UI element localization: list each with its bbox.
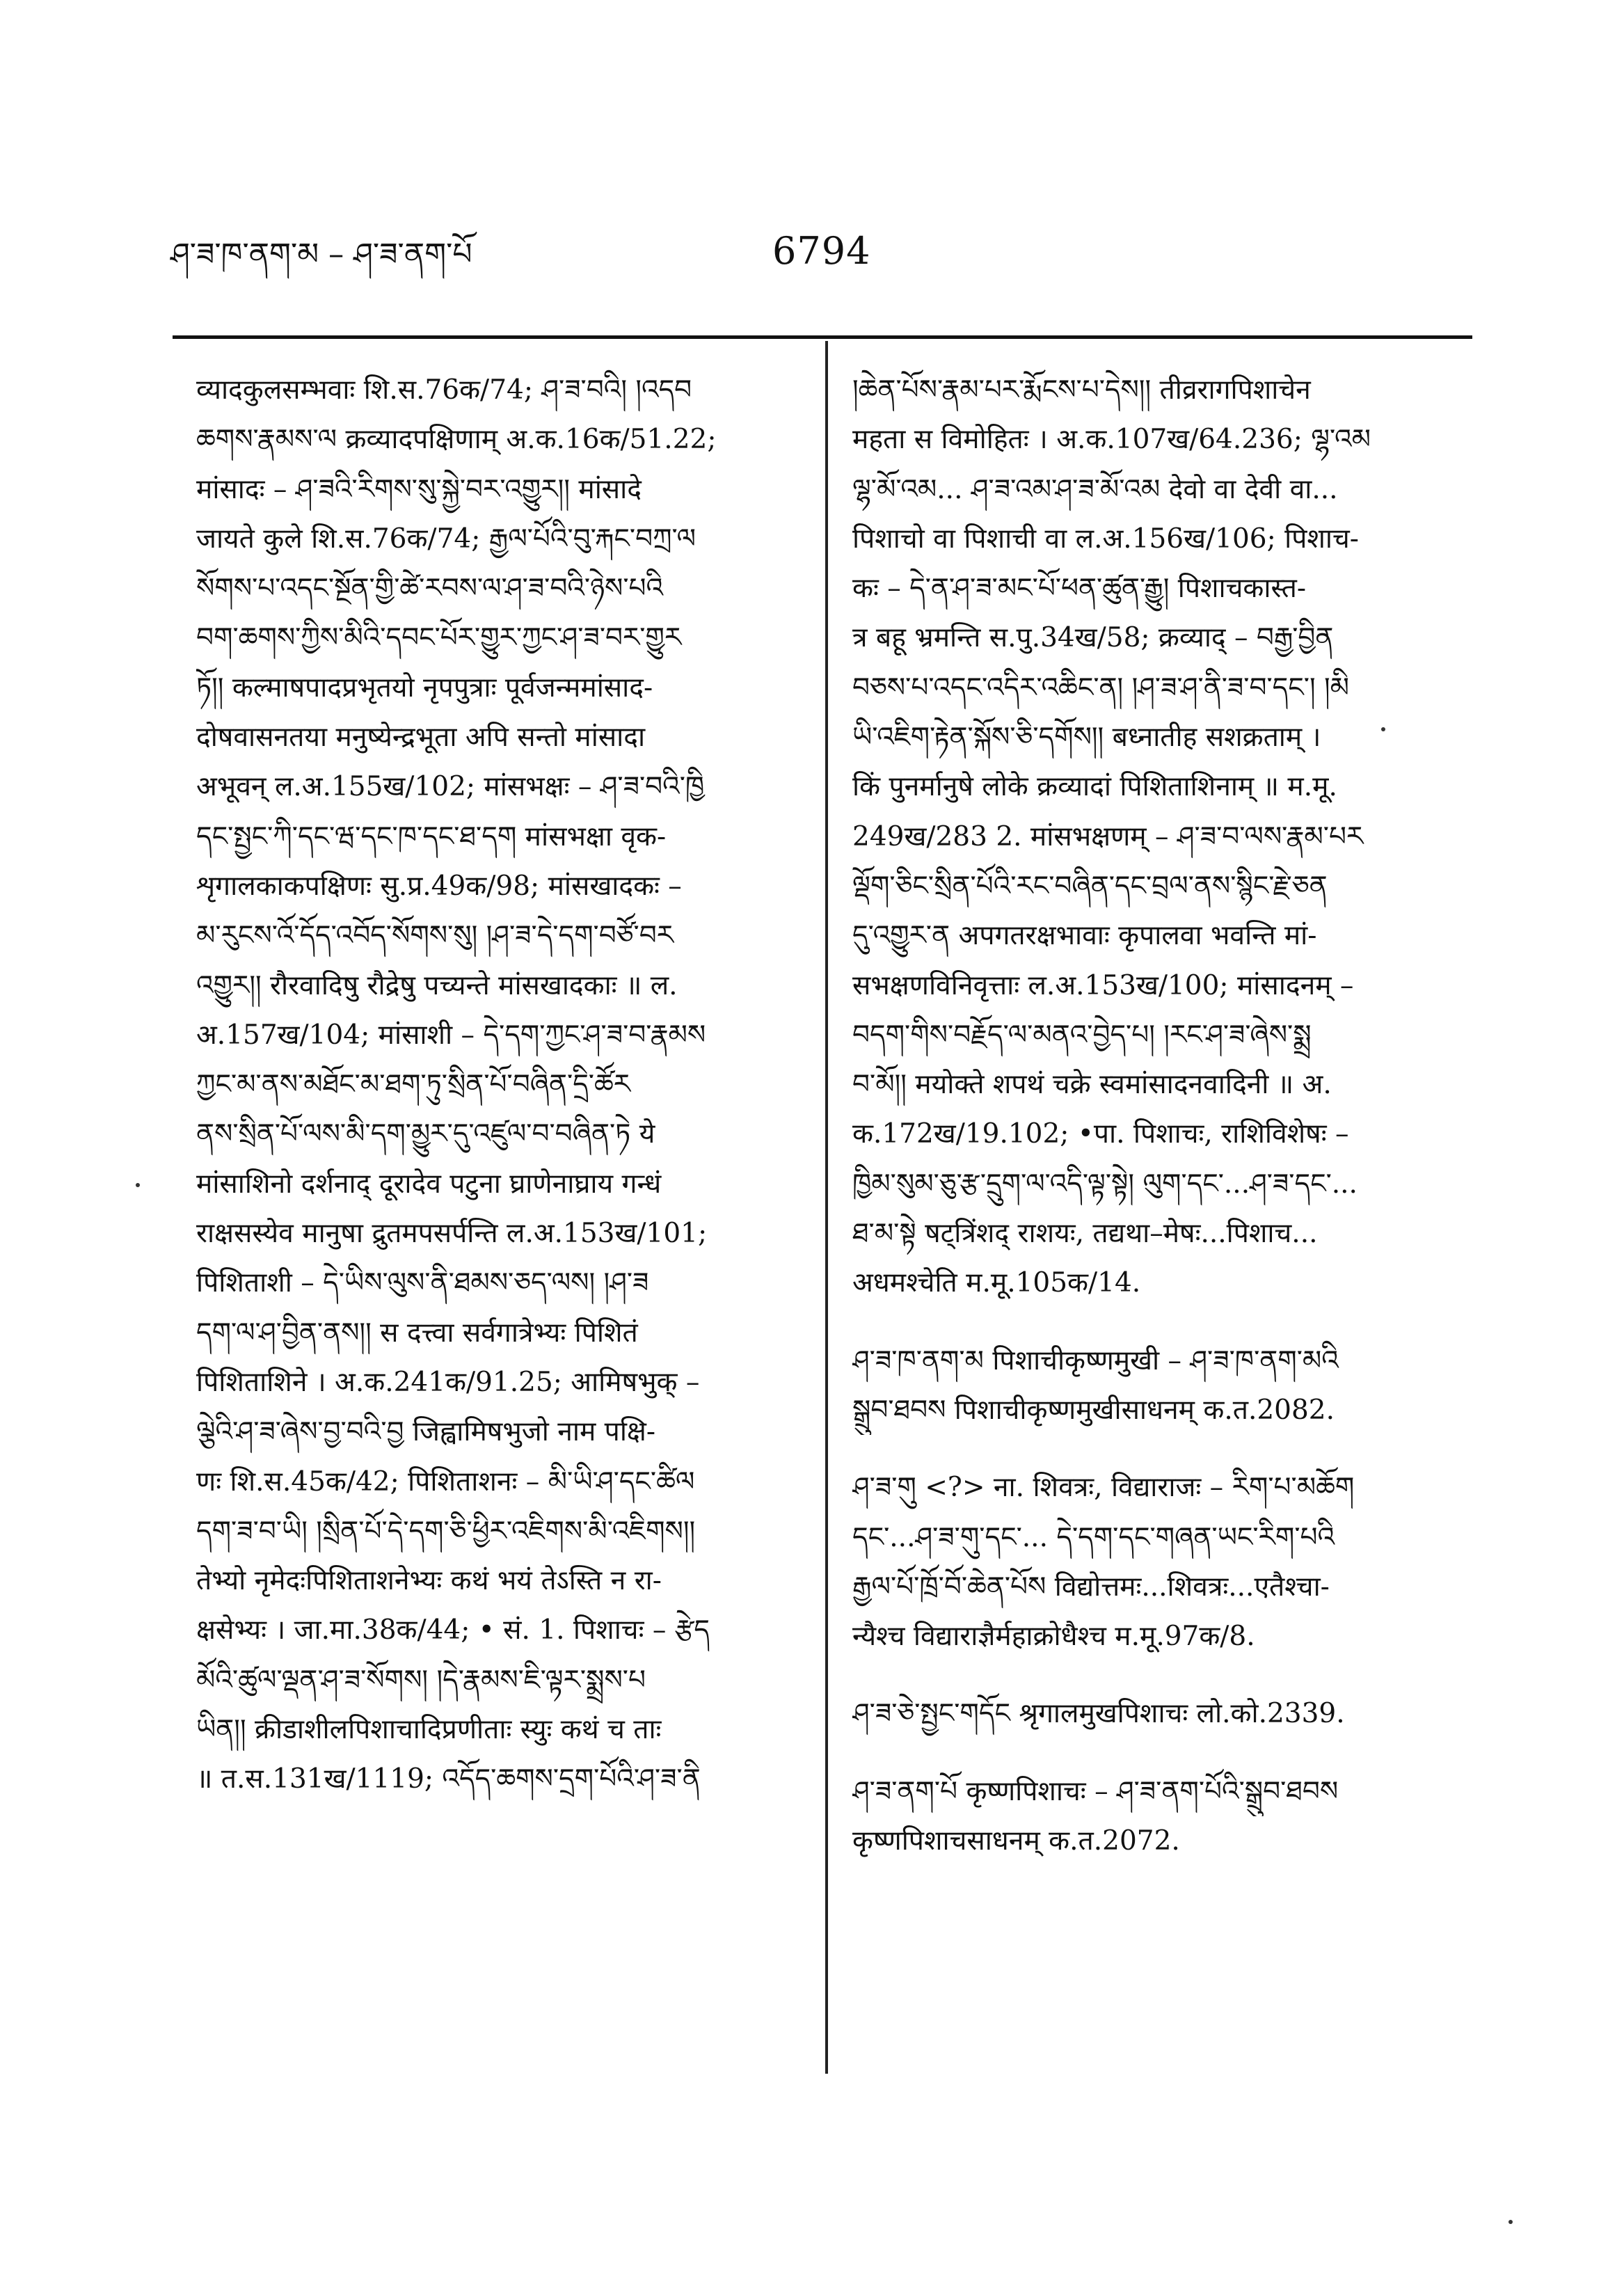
text-line: क.172ख/19.102; •पा. पिशाचः, राशिविशेषः – xyxy=(852,1118,1349,1150)
text-line: བཅས་པ་འདང་འདིར་འཆིང་ན། །ཤ་ཟ་ཤ་ནི་ཟ་བ་དང་། །མི xyxy=(852,672,1350,704)
entry-line: ཤ་ཟ་ནག་པོ कृष्णपिशाचः – ཤ་ཟ་ནག་པོའི་སྒྲུབ་ཐབས xyxy=(852,1775,1339,1807)
text-line: शृगालकाकपक्षिणः सु.प्र.49क/98; मांसखादकः – xyxy=(196,870,682,902)
text-line: णः शि.स.45क/42; पिशिताशनः – མི་ཡི་ཤ་དང་ཚིལ xyxy=(196,1466,695,1498)
scan-speck xyxy=(1508,2220,1513,2224)
entry-gap xyxy=(852,1435,1465,1463)
entry-gap xyxy=(852,1308,1465,1336)
scan-speck xyxy=(136,1183,140,1187)
page-number: 6794 xyxy=(772,229,871,273)
running-header: ཤ་ཟ་ཁ་ནག་མ – ཤ་ཟ་ནག་པོ xyxy=(170,237,472,272)
text-line: ཆགས་རྣམས་ལ क्रव्यादपक्षिणाम् अ.क.16क/51.22; xyxy=(196,424,717,456)
text-line: किं पुनर्मानुषे लोके क्रव्यादां पिशिताशिनाम् ॥ म.मू. xyxy=(852,771,1337,803)
text-line: ཡིན།། क्रीडाशीलपिशाचादिप्रणीताः स्युः कथं च ताः xyxy=(196,1714,662,1746)
text-line: कः – དེ་ན་ཤ་ཟ་མང་པོ་ཕན་ཚུན་རྒྱུ། पिशाचकास्त- xyxy=(852,573,1307,605)
entry-line: རྒྱལ་པོ་ཁྲོ་བོ་ཆེན་པོས विद्योत्तमः...शिवत्रः...एतैश्चा- xyxy=(852,1571,1330,1603)
text-line: पिशिताशी – དེ་ཡིས་ལུས་ནི་ཐམས་ཅད་ལས། །ཤ་ཟ xyxy=(196,1267,649,1299)
left-column xyxy=(196,365,797,1804)
text-line: महता स विमोहितः । अ.क.107ख/64.236; ལྷ་འམ xyxy=(852,424,1371,456)
text-line: སོགས་པ་འདང་སྔོན་གྱི་ཚེ་རབས་ལ་ཤ་ཟ་བའི་ཉེས་པའི xyxy=(196,573,664,605)
text-line: ལྕེའི་ཤ་ཟ་ཞེས་བྱ་བའི་བྱ जिह्वामिषभुजो नाम पक्षि- xyxy=(196,1416,656,1448)
text-line: བདག་གིས་བརྗོད་ལ་མནའ་བྱེད་པ། །རང་ཤ་ཟ་ཞེས་སྨྲ xyxy=(852,1019,1312,1051)
text-line: །ཆེན་པོས་རྣམ་པར་རྨོངས་པ་དེས།། तीव्ररागपिशाचेन xyxy=(852,374,1311,406)
text-line: जायते कुले शि.स.76क/74; རྒྱལ་པོའི་བུ་རྐང་བཀྲ་ལ xyxy=(196,523,696,555)
text-line: འགྱུར།། रौरवादिषु रौद्रेषु पच्यन्ते मांसखादकाः ॥ ल. xyxy=(196,969,678,1001)
text-line: ॥ त.स.131ख/1119; འདོད་ཆགས་དྲག་པོའི་ཤ་ཟ་ནི xyxy=(196,1763,701,1795)
entry-line: कृष्णपिशाचसाधनम् क.त.2072. xyxy=(852,1825,1180,1857)
text-line: त्र बहू भ्रमन्ति स.पु.34ख/58; क्रव्याद् – བརྒྱ་བྱིན xyxy=(852,622,1334,654)
text-line: བག་ཆགས་ཀྱིས་མིའི་དབང་པོར་གྱུར་ཀྱང་ཤ་ཟ་བར་གྱུར xyxy=(196,622,682,654)
text-line: ཏོ།། कल्माषपादप्रभृतयो नृपपुत्राः पूर्वजन्ममांसाद- xyxy=(196,672,653,704)
text-line: དུ་འགྱུར་ན अपगतरक्षभावाः कृपालवा भवन्ति मां- xyxy=(852,920,1317,952)
text-line: ལྷ་མོ་འམ... ཤ་ཟ་འམ་ཤ་ཟ་མོ་འམ देवो वा देवी वा... xyxy=(852,473,1338,505)
text-line: दोषवासनतया मनुष्येन्द्रभूता अपि सन्तो मांसादा xyxy=(196,722,646,754)
text-line: ཁྱིམ་སུམ་ཅུ་རྩ་དྲུག་ལ་འདི་ལྟ་སྟེ། ལུག་དང་...ཤ་ཟ་དང་... xyxy=(852,1168,1358,1200)
text-line: अ.157ख/104; मांसाशी – དེ་དག་ཀྱང་ཤ་ཟ་བ་རྣམས xyxy=(196,1019,706,1051)
text-line: དག་ཟ་བ་ཡི། །སྲིན་པོ་དེ་དག་ཅི་ཕྱིར་འཇིགས་མི་འཇིགས།། xyxy=(196,1515,696,1547)
text-line: क्षसेभ्यः । जा.मा.38क/44; • सं. 1. पिशाचः – རྩེད xyxy=(196,1614,710,1646)
entry-line: སྒྲུབ་ཐབས पिशाचीकृष्णमुखीसाधनम् क.त.2082. xyxy=(852,1394,1335,1426)
text-line: अभूवन् ल.अ.155ख/102; मांसभक्षः – ཤ་ཟ་བའི་ཁྱི xyxy=(196,771,705,803)
text-line: ཐ་མ་སྟེ षट्त्रिंशद् राशयः, तद्यथा–मेषः...पिशाच... xyxy=(852,1218,1318,1250)
text-line: तेभ्यो नृमेदःपिशिताशनेभ्यः कथं भयं तेऽस्ति न रा- xyxy=(196,1565,662,1597)
column-divider xyxy=(825,341,828,2074)
text-line: མོའི་ཚུལ་ལྡན་ཤ་ཟ་སོགས། །དེ་རྣམས་ཇི་ལྟར་སྨྲས་པ xyxy=(196,1664,646,1696)
entry-gap xyxy=(852,1739,1465,1767)
text-line: सभक्षणविनिवृत्ताः ल.अ.153ख/100; मांसादनम् – xyxy=(852,969,1354,1001)
text-line: དང་སྤྱང་ཀི་དང་ཝ་དང་ཁ་དང་ཐ་དག मांसभक्षा वृक- xyxy=(196,820,667,852)
entry-line: ཤ་ཟ་གུ <?> ना. शिवत्रः, विद्याराजः – རིག་པ་མཆོག xyxy=(852,1472,1355,1504)
right-column xyxy=(852,365,1465,1866)
text-line: पिशिताशिने । अ.क.241क/91.25; आमिषभुक् – xyxy=(196,1366,700,1398)
text-line: व्यादकुलसम्भवाः शि.स.76क/74; ཤ་ཟ་བའི། །འདབ xyxy=(196,374,692,406)
text-line: पिशाचो वा पिशाची वा ल.अ.156ख/106; पिशाच- xyxy=(852,523,1359,555)
text-line: ཀྱང་མ་ནས་མཐོང་མ་ཐག་ཏུ་སྲིན་པོ་བཞིན་དྲི་ཚོར xyxy=(196,1069,631,1101)
entry-line: न्यैश्च विद्याराज्ञैर्महाक्रोधैश्च म.मू.97क/8. xyxy=(852,1621,1255,1653)
entry-line: ཤ་ཟ་ཁ་ནག་མ पिशाचीकृष्णमुखी – ཤ་ཟ་ཁ་ནག་མའི xyxy=(852,1344,1339,1376)
entry-line: ཤ་ཟ་ཅེ་སྤྱང་གདོང श्रृगालमुखपिशाचः लो.को.2339. xyxy=(852,1698,1345,1730)
text-line: བ་མོ།། मयोक्ते शपथं चक्रे स्वमांसादनवादिनी ॥ अ. xyxy=(852,1069,1332,1101)
text-line: ཡི་འཇིག་རྟེན་སྐོས་ཅི་དགོས།། बध्नातीह सशक्रताम् । xyxy=(852,722,1321,754)
text-line: मांसाशिनो दर्शनाद् दूरादेव पटुना घ्राणेनाघ्राय गन्धं xyxy=(196,1168,662,1200)
text-line: དག་ལ་ཤ་བྱིན་ནས།། स दत्त्वा सर्वगात्रेभ्यः पिशितं xyxy=(196,1317,638,1349)
text-line: राक्षसस्येव मानुषा द्रुतमपसर्पन्ति ल.अ.153ख/101; xyxy=(196,1218,708,1250)
text-line: अधमश्चेति म.मू.105क/14. xyxy=(852,1267,1141,1299)
header-rule xyxy=(173,335,1472,339)
text-line: ལྡོག་ཅིང་སྲིན་པོའི་རང་བཞིན་དང་བྲལ་ནས་སྙིང་རྗེ་ཅན xyxy=(852,870,1328,902)
text-line: 249ख/283 2. मांसभक्षणम् – ཤ་ཟ་བ་ལས་རྣམ་པར xyxy=(852,820,1364,852)
text-line: मांसादः – ཤ་ཟའི་རིགས་སུ་སྐྱེ་བར་འགྱུར།། मांसादे xyxy=(196,473,642,505)
text-line: ནས་སྲིན་པོ་ལས་མི་དག་མྱུར་དུ་འཛུལ་བ་བཞིན་ཏེ ये xyxy=(196,1118,655,1150)
entry-gap xyxy=(852,1661,1465,1689)
text-line: མ་རུངས་འོ་དོད་འབོད་སོགས་སུ། །ཤ་ཟ་དེ་དག་བཙོ་བར xyxy=(196,920,674,952)
scan-speck xyxy=(1381,727,1385,731)
entry-line: དང་...ཤ་ཟ་གུ་དང་... དེ་དག་དང་གཞན་ཡང་རིག་པའི xyxy=(852,1521,1335,1553)
